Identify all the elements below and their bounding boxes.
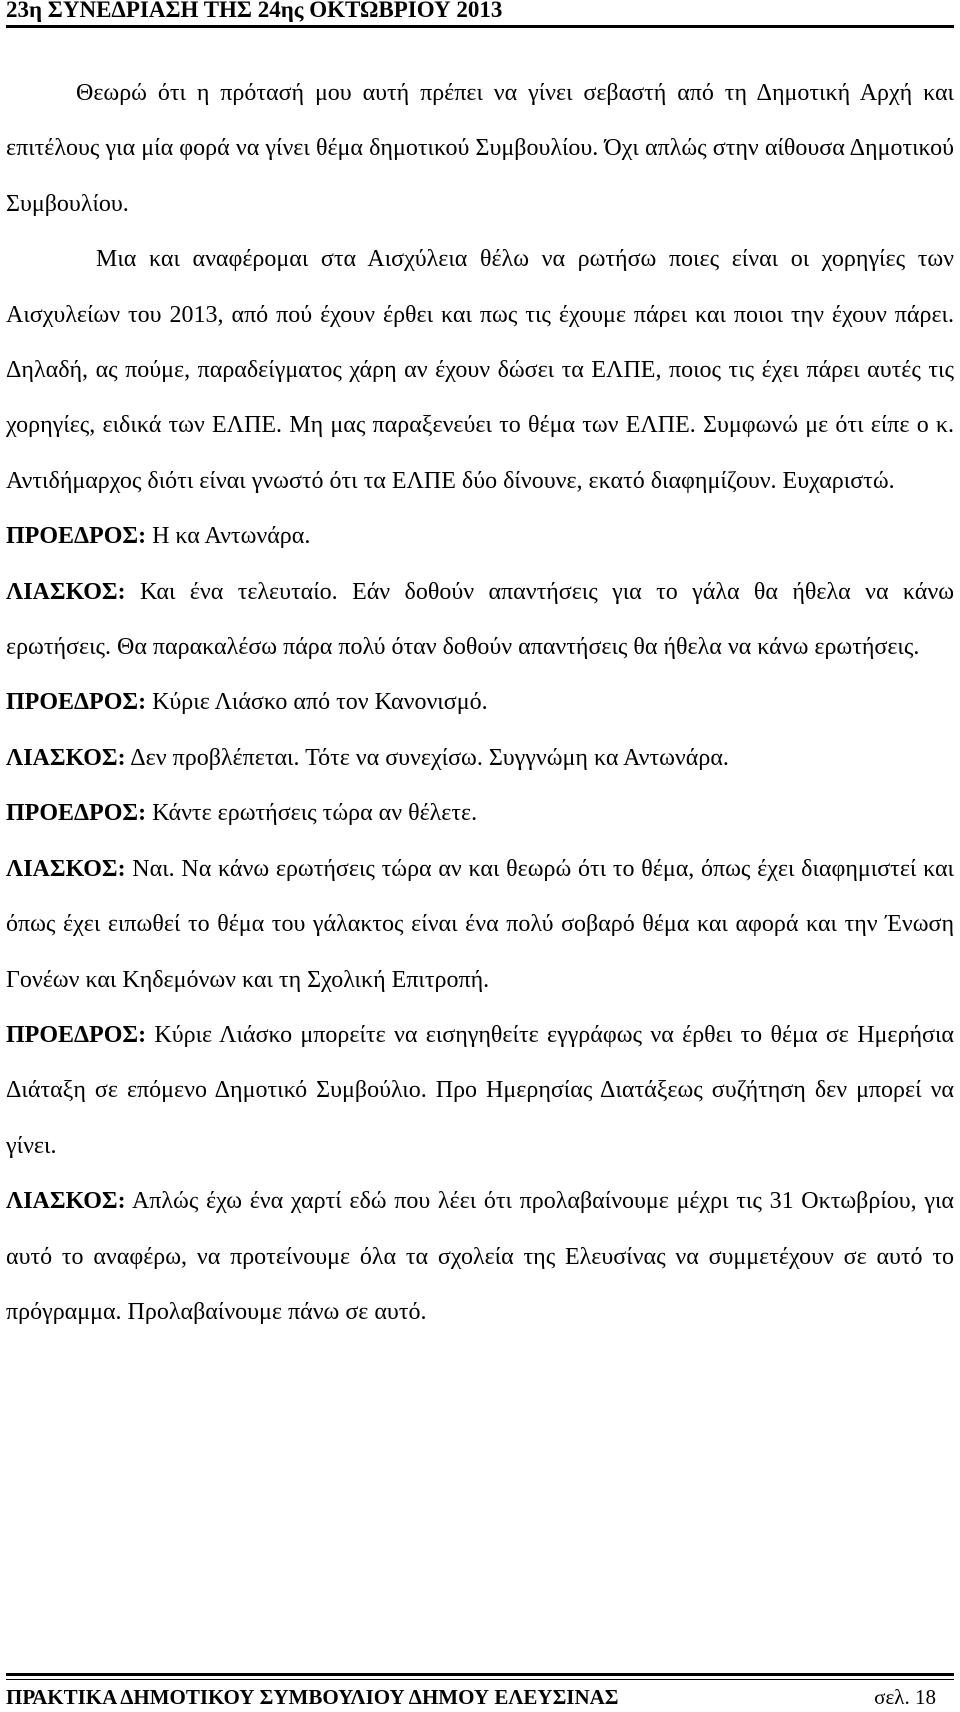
speaker-name: ΛΙΑΣΚΟΣ: bbox=[6, 1188, 126, 1215]
speaker-name: ΛΙΑΣΚΟΣ: bbox=[6, 855, 126, 882]
paragraph-text: Θεωρώ ότι η πρότασή μου αυτή πρέπει να γίνει σεβαστή από τη Δημοτική Αρχή και επιτέλους για μία φορά να γίνει θέμα δημοτικού Συμβουλίου. Όχι απλώς στην αίθουσα Δημοτικού Συμβουλίου. bbox=[6, 80, 954, 217]
paragraph-text: Μια και αναφέρομαι στα Αισχύλεια θέλω να ρωτήσω ποιες είναι οι χορηγίες των Αισχυλείων του 2013, από πού έχουν έρθει και πως τις έχουμε πάρει και ποιοι την έχουν πάρει. Δηλαδή, ας πούμε, παραδείγματος χάρη αν έχουν δώσει τα ΕΛΠΕ, ποιος τις έχει πάρει αυτές τις χορηγίες, ειδικά των ΕΛΠΕ. Μη μας παραξενεύει το θέμα των ΕΛΠΕ. Συμφωνώ με ότι είπε ο κ. Αντιδήμαρχος διότι είναι γνωστό ότι τα ΕΛΠΕ δύο δίνουνε, εκατό διαφημίζουν. Ευχαριστώ. bbox=[6, 246, 954, 494]
paragraph bbox=[6, 675, 954, 730]
footer-rule bbox=[6, 1673, 954, 1676]
paragraph bbox=[6, 509, 954, 564]
paragraph-text: Ναι. Να κάνω ερωτήσεις τώρα αν και θεωρώ ότι το θέμα, όπως έχει διαφημιστεί και όπως έχει ειπωθεί το θέμα του γάλακτος είναι ένα πολύ σοβαρό θέμα και αφορά και την Ένωση Γονέων και Κηδεμόνων και τη Σχολική Επιτροπή. bbox=[6, 855, 954, 993]
paragraph-text: Και ένα τελευταίο. Εάν δοθούν απαντήσεις για το γάλα θα ήθελα να κάνω ερωτήσεις. Θα παρακαλέσω πάρα πολύ όταν δοθούν απαντήσεις θα ήθελα να κάνω ερωτήσεις. bbox=[6, 578, 955, 661]
paragraph bbox=[6, 1008, 954, 1174]
footer-rule bbox=[6, 1679, 954, 1680]
speaker-name: ΛΙΑΣΚΟΣ: bbox=[6, 744, 126, 771]
speaker-name: ΠΡΟΕΔΡΟΣ: bbox=[6, 800, 147, 827]
footer-title: ΠΡΑΚΤΙΚΑ ΔΗΜΟΤΙΚΟΥ ΣΥΜΒΟΥΛΙΟΥ ΔΗΜΟΥ ΕΛΕΥΣΙΝΑΣ bbox=[6, 1685, 619, 1709]
page-number: σελ. 18 bbox=[874, 1685, 936, 1709]
speaker-name: ΛΙΑΣΚΟΣ: bbox=[6, 578, 126, 605]
speaker-name: ΠΡΟΕΔΡΟΣ: bbox=[6, 1021, 147, 1048]
paragraph bbox=[6, 1174, 954, 1340]
paragraph-text: Η κα Αντωνάρα. bbox=[152, 523, 311, 550]
paragraph-text: Κάντε ερωτήσεις τώρα αν θέλετε. bbox=[152, 800, 478, 827]
paragraph bbox=[6, 232, 954, 509]
paragraph bbox=[6, 842, 954, 1008]
paragraph-text: Κύριε Λιάσκο μπορείτε να εισηγηθείτε εγγράφως να έρθει το θέμα σε Ημερήσια Διάταξη σε επόμενο Δημοτικό Συμβούλιο. Προ Ημερησίας Διατάξεως συζήτηση δεν μπορεί να γίνει. bbox=[6, 1021, 955, 1159]
paragraph-text: Απλώς έχω ένα χαρτί εδώ που λέει ότι προλαβαίνουμε μέχρι τις 31 Οκτωβρίου, για αυτό το αναφέρω, να προτείνουμε όλα τα σχολεία της Ελευσίνας να συμμετέχουν σε αυτό το πρόγραμμα. Προλαβαίνουμε πάνω σε αυτό. bbox=[6, 1188, 954, 1325]
paragraph bbox=[6, 66, 954, 232]
speaker-name: ΠΡΟΕΔΡΟΣ: bbox=[6, 523, 147, 550]
paragraph bbox=[6, 565, 954, 676]
header-rule bbox=[6, 25, 954, 28]
page-footer bbox=[6, 1682, 954, 1712]
paragraph bbox=[6, 786, 954, 841]
paragraph-text: Κύριε Λιάσκο από τον Κανονισμό. bbox=[152, 689, 488, 716]
speaker-name: ΠΡΟΕΔΡΟΣ: bbox=[6, 689, 147, 716]
paragraph-text: Δεν προβλέπεται. Τότε να συνεχίσω. Συγγνώμη κα Αντωνάρα. bbox=[130, 744, 729, 771]
page-header: 23η ΣΥΝΕΔΡΙΑΣΗ ΤΗΣ 24ης ΟΚΤΩΒΡΙΟΥ 2013 bbox=[6, 0, 503, 22]
paragraph bbox=[6, 731, 954, 786]
minutes-body bbox=[6, 66, 954, 1340]
